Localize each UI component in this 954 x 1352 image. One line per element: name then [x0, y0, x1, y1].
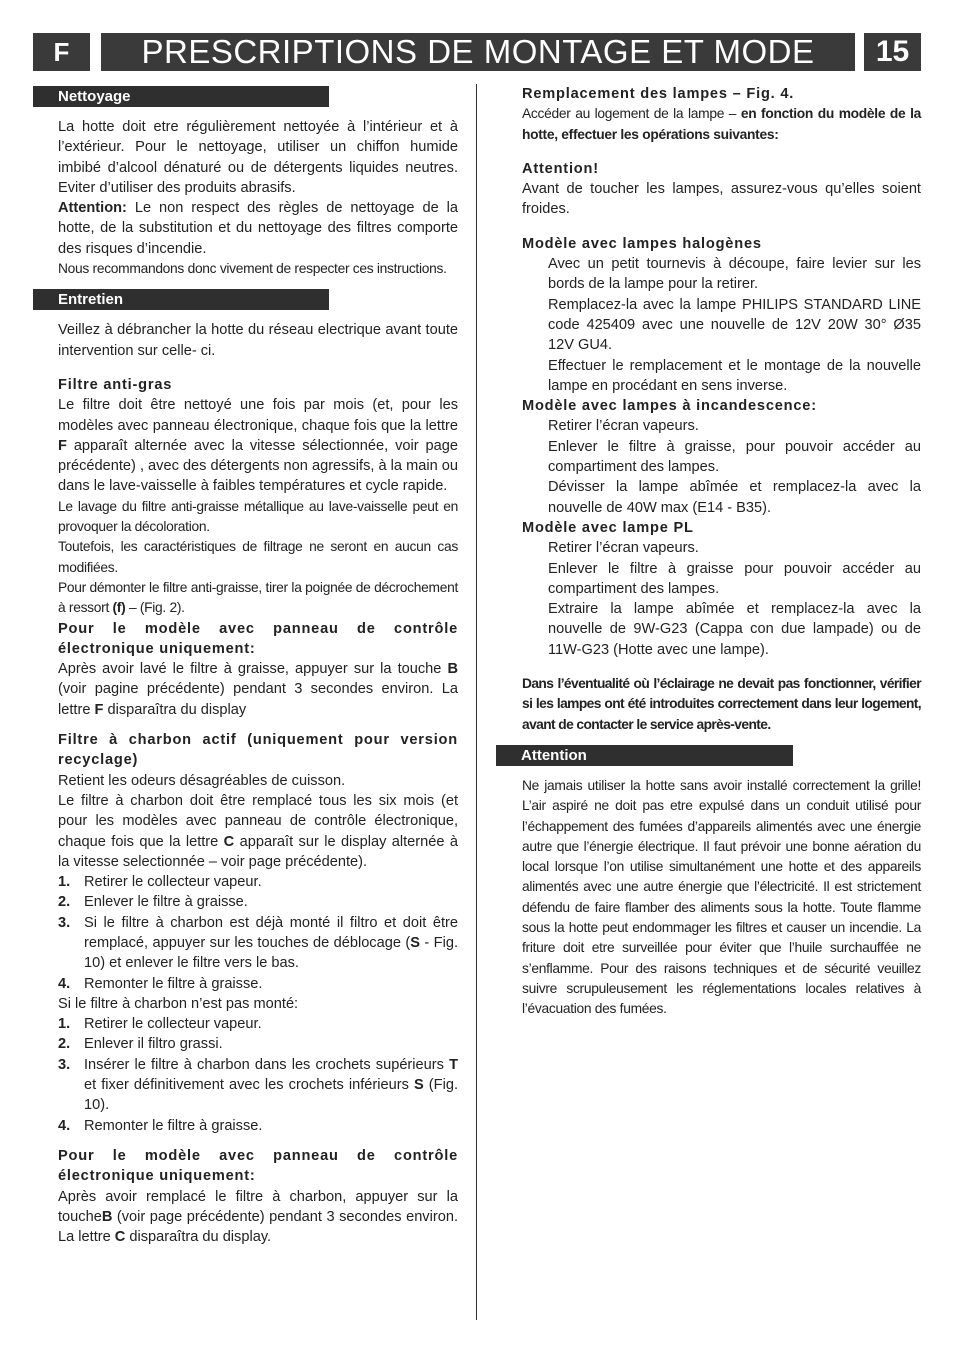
page-title: PRESCRIPTIONS DE MONTAGE ET MODE [101, 33, 855, 71]
list-item: 4. Remonter le filtre à graisse. [58, 975, 263, 992]
page-number: 15 [864, 33, 921, 71]
section-heading-attention: Attention [496, 745, 793, 766]
list-item: Retirer l’écran vapeurs. [548, 418, 699, 435]
demonter-text: Pour démonter le filtre anti-graisse, tirer la poignée de décrochement à ressort (f) – (Fig. 2). [58, 579, 458, 616]
entretien-text: Veillez à débrancher la hotte du réseau electrique avant toute intervention sur celle- ci. [58, 322, 458, 359]
panneau-title-2: Pour le modèle avec panneau de contrôle électronique uniquement: [58, 1147, 458, 1185]
list-item: Dévisser la lampe abîmée et remplacez-la avec la nouvelle de 40W max (E14 - B35). [548, 479, 921, 516]
filtre-anti-gras-text: Le filtre doit être nettoyé une fois par mois (et, pour les modèles avec panneau électronique, chaque fois que la lettre F apparaît alternée avec la vitesse sélectionnée, voir page précédente) , avec des détergents non agressifs, à la main ou dans le lave-vaisselle à faibles températures et cycle rapide. [58, 397, 458, 495]
list-item: 3. Si le filtre à charbon est déjà monté il filtro et doit être remplacé, appuyer sur les touches de déblocage (S - Fig. 10) et enlever le filtre vers le bas. [58, 914, 459, 972]
filtre-anti-gras-title: Filtre anti-gras [58, 376, 173, 393]
nettoyage-attention: Attention: Le non respect des règles de nettoyage de la hotte, de la substitution et du nettoyage des filtres comporte des risques d’incendie. [58, 200, 458, 257]
list-item: 2. Enlever le filtre à graisse. [58, 894, 248, 911]
list-item: Avec un petit tournevis à découpe, faire levier sur les bords de la lampe pour la retirer. [548, 256, 921, 293]
list-item: 1. Retirer le collecteur vapeur. [58, 874, 262, 891]
list-item: Retirer l’écran vapeurs. [548, 540, 699, 557]
list-item: Enlever le filtre à graisse, pour pouvoir accéder au compartiment des lampes. [548, 438, 921, 476]
section-heading-entretien: Entretien [33, 289, 329, 310]
nettoyage-text: La hotte doit etre régulièrement nettoyée à l’intérieur et à l’extérieur. Pour le nettoyage, utiliser un chiffon humide imbibé d’alcool dénaturé ou de détergents liquides neutres. Eviter d’utiliser des produits abrasifs. [58, 119, 458, 196]
charbon-text-2: Le filtre à charbon doit être remplacé tous les six mois (et pour les modèles avec panneau de contrôle électronique, chaque fois que la lettre C apparaît sur le display alternée à la vitesse selectionnée – voir page précédente). [58, 792, 458, 870]
list-item: 4. Remonter le filtre à graisse. [58, 1117, 263, 1134]
language-badge: F [33, 33, 90, 71]
toutefois-text: Toutefois, les caractéristiques de filtrage ne seront en aucun cas modifiées. [58, 539, 458, 575]
attention-title: Attention! [522, 160, 599, 177]
nettoyage-recommendation: Nous recommandons donc vivement de respecter ces instructions. [58, 261, 447, 277]
list-item: 2. Enlever il filtro grassi. [58, 1036, 223, 1053]
list-item: 1. Retirer le collecteur vapeur. [58, 1016, 262, 1033]
charbon-text-1: Retient les odeurs désagréables de cuisson. [58, 772, 346, 789]
column-divider [476, 84, 477, 1320]
apres-remplace-text: Après avoir remplacé le filtre à charbon, appuyer sur la toucheB (voir page précédente) pendant 3 secondes environ. La lettre C disparaîtra du display. [58, 1188, 458, 1246]
section-heading-nettoyage: Nettoyage [33, 86, 329, 107]
attention-text: Avant de toucher les lampes, assurez-vous qu’elles soient froides. [522, 181, 921, 218]
incandescence-title: Modèle avec lampes à incandescence: [522, 398, 817, 415]
si-le-text: Si le filtre à charbon n’est pas monté: [58, 995, 299, 1012]
list-item: Extraire la lampe abîmée et remplacez-la avec la nouvelle de 9W-G23 (Cappa con due lampade) ou de 11W-G23 (Hotte avec une lampe). [548, 601, 921, 658]
list-item: Remplacez-la avec la lampe PHILIPS STANDARD LINE code 425409 avec une nouvelle de 12V 20W 30° Ø35 12V GU4. [548, 296, 921, 354]
eclairage-note: Dans l’éventualité où l’éclairage ne devait pas fonctionner, vérifier si les lampes ont été introduites correctement dans leur logement, avant de contacter le service après-vente. [522, 676, 921, 732]
panneau-title: Pour le modèle avec panneau de contrôle électronique uniquement: [58, 620, 458, 657]
list-item: 3. Insérer le filtre à charbon dans les crochets supérieurs T et fixer définitivement avec les crochets inférieurs S (Fig. 10). [58, 1056, 458, 1114]
lampes-title: Remplacement des lampes – Fig. 4. [522, 86, 795, 102]
left-column [58, 86, 458, 1247]
attention-warning-text: Ne jamais utiliser la hotte sans avoir installé correctement la grille! L’air aspiré ne doit pas etre expulsé dans un conduit utilisé pour l’échappement des fumées d’appareils alimentés avec une énergie autre que l’énergie électrique. Il faut prévoir une bonne aération du local lorsque l’on utilise simultanément une hotte et des appareils alimentés avec une autre énergie que l’électricité. Il est strictement défendu de faire flamber des aliments sous la hotte. Toute flamme sous la hotte peut endommager les filtres et causer un incendie. La friture doit etre surveillée pour éviter que l’huile surchauffée ne s’enflamme. Pour des raisons techniques et de sécurité veuillez suivre scrupuleusement les réglementations locales relatives à l’évacuation des fumées. [522, 777, 921, 1017]
acceder-text: Accéder au logement de la lampe – en fonction du modèle de la hotte, effectuer les opérations suivantes: [522, 106, 922, 142]
charbon-title: Filtre à charbon actif (uniquement pour version recyclage) [58, 732, 458, 769]
lavage-text: Le lavage du filtre anti-graisse métallique au lave-vaisselle peut en provoquer la décoloration. [58, 498, 458, 535]
halogenes-title: Modèle avec lampes halogènes [522, 235, 762, 252]
list-item: Enlever le filtre à graisse pour pouvoir accéder au compartiment des lampes. [548, 560, 921, 597]
pl-title: Modèle avec lampe PL [522, 519, 694, 536]
apres-lave-text: Après avoir lavé le filtre à graisse, appuyer sur la touche B (voir pagine précédente) pendant 3 secondes environ. La lettre F disparaîtra du display [58, 661, 458, 718]
list-item: Effectuer le remplacement et le montage de la nouvelle lampe en procédant en sens inverse. [548, 357, 921, 394]
right-column [522, 84, 921, 1019]
